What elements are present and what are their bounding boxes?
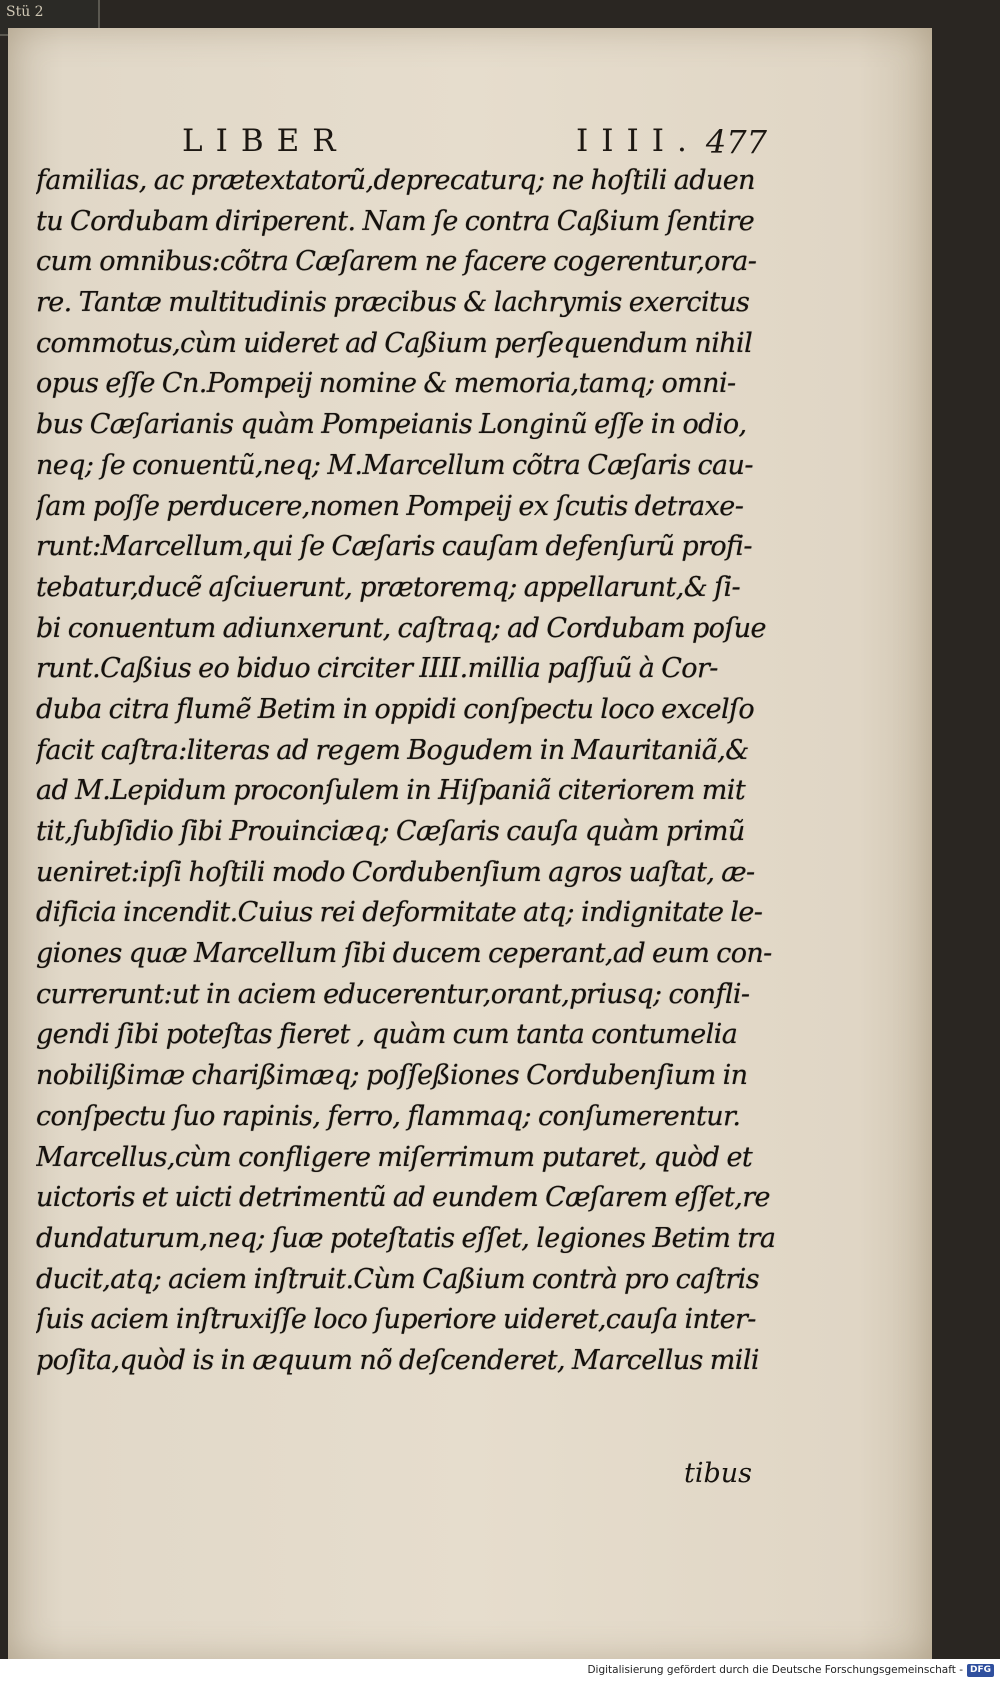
text-line: conſpectu ſuo rapinis, ferro, flammaq; conſumerentur. — [36, 1100, 741, 1132]
text-line: neq; ſe conuentũ,neq; M.Marcellum cõtra Cæſaris cau- — [36, 449, 753, 481]
folio: 477 — [705, 123, 767, 161]
text-line: dundaturum,neq; ſuæ poteſtatis eſſet, legiones Betim tra — [36, 1222, 776, 1254]
running-head: LIBER IIII. — [182, 123, 700, 159]
text-line: uictoris et uicti detrimentũ ad eundem Cæſarem eſſet,re — [36, 1182, 770, 1214]
body-text — [36, 161, 776, 1382]
text-line: nobilißimæ charißimæq; poſſeßiones Cordubenſium in — [36, 1060, 748, 1092]
text-line: Marcellus,cùm confligere miſerrimum putaret, quòd et — [36, 1141, 753, 1173]
text-line: ſuis aciem inſtruxiſſe loco ſuperiore uideret,cauſa inter- — [36, 1304, 756, 1336]
corner-label: Stü 2 — [6, 4, 44, 20]
dfg-logo: DFG — [967, 1664, 994, 1677]
text-line: gendi ſibi poteſtas fieret , quàm cum tanta contumelia — [36, 1019, 738, 1051]
text-line: ducit,atq; aciem inſtruit.Cùm Caßium contrà pro caſtris — [36, 1263, 759, 1295]
text-line: giones quæ Marcellum ſibi ducem ceperant,ad eum con- — [36, 938, 772, 970]
text-line: runt.Caßius eo biduo circiter IIII.millia paſſuũ à Cor- — [36, 653, 718, 685]
text-line: runt:Marcellum,qui ſe Cæſaris cauſam defenſurũ profi- — [36, 531, 752, 563]
text-line: opus eſſe Cn.Pompeij nomine & memoria,tamq; omni- — [36, 368, 736, 400]
text-line: bi conuentum adiunxerunt, caſtraq; ad Cordubam poſue — [36, 612, 766, 644]
text-line: bus Cæſarianis quàm Pompeianis Longinũ eſſe in odio, — [36, 409, 747, 441]
text-line: cum omnibus:cõtra Cæſarem ne facere cogerentur,ora- — [36, 246, 757, 278]
footer-bar — [0, 1659, 1000, 1681]
text-line: currerunt:ut in aciem educerentur,orant,priusq; confli- — [36, 978, 750, 1010]
text-line: poſita,quòd is in æquum nõ deſcenderet, Marcellus mili — [36, 1344, 759, 1376]
text-line: tu Cordubam diriperent. Nam ſe contra Caßium ſentire — [36, 205, 755, 237]
text-line: familias, ac prætextatorũ,deprecaturq; ne hoſtili aduen — [36, 165, 755, 196]
text-line: re. Tantæ multitudinis præcibus & lachrymis exercitus — [36, 287, 750, 319]
catchword: tibus — [684, 1458, 753, 1489]
text-line: duba citra flumẽ Betim in oppidi conſpectu loco excelſo — [36, 693, 755, 725]
funding-credit: Digitalisierung gefördert durch die Deutsche Forschungsgemeinschaft - — [587, 1664, 963, 1676]
text-line: commotus,cùm uideret ad Caßium perſequendum nihil — [36, 327, 753, 359]
text-line: tebatur,ducẽ aſciuerunt, prætoremq; appellarunt,& ſi- — [36, 571, 741, 603]
page-header — [182, 123, 767, 163]
text-line: dificia incendit.Cuius rei deformitate atq; indignitate le- — [36, 897, 763, 929]
text-line: ad M.Lepidum proconſulem in Hiſpaniã citeriorem mit — [36, 775, 746, 807]
text-line: ſam poſſe perducere,nomen Pompeij ex ſcutis detraxe- — [36, 490, 744, 522]
book-page — [8, 28, 932, 1660]
text-line: facit caſtra:literas ad regem Bogudem in Mauritaniã,& — [36, 734, 749, 766]
text-line: ueniret:ipſi hoſtili modo Cordubenſium agros uaſtat, æ- — [36, 856, 755, 888]
text-line: tit,ſubſidio ſibi Prouinciæq; Cæſaris cauſa quàm primũ — [36, 816, 745, 847]
